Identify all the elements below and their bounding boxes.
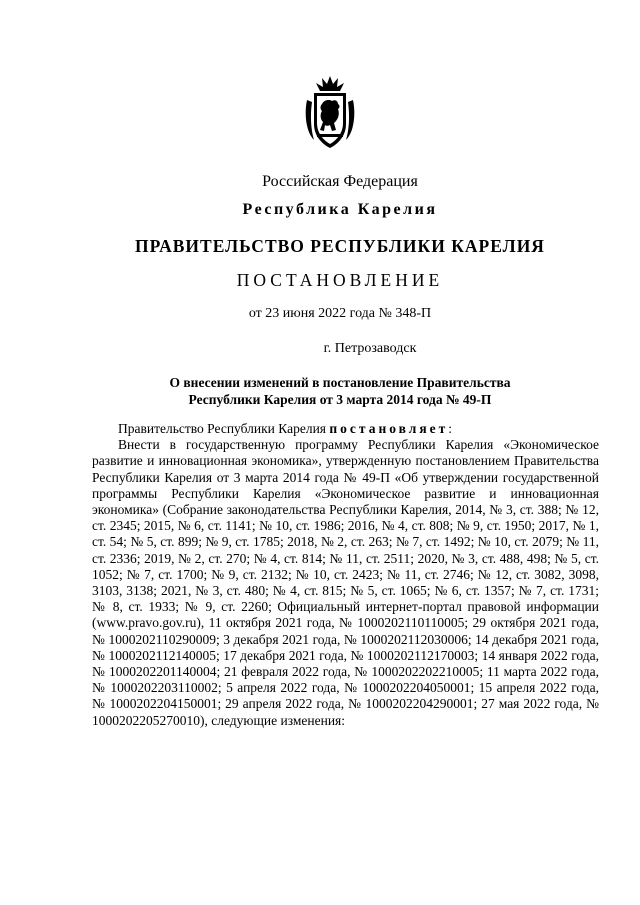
document-subject [140,374,540,408]
decree-word: постановляет [329,421,449,436]
document-city: г. Петрозаводск [323,341,417,356]
intro-suffix: : [448,421,453,436]
document-type: ПОСТАНОВЛЕНИЕ [236,270,444,290]
document-date-number: от 23 июня 2022 года № 348-П [248,306,432,321]
karelia-coat-of-arms-icon [304,74,356,152]
subject-line-1: О внесении изменений в постановление Правительства [169,375,511,390]
republic-title: Республика Карелия [242,201,438,218]
government-title: ПРАВИТЕЛЬСТВО РЕСПУБЛИКИ КАРЕЛИЯ [135,236,545,256]
intro-line [92,421,599,437]
body-paragraph: Внести в государственную программу Республики Карелия «Экономическое развитие и инновационная экономика», утвержденную постановлением Правительства Республики Карелия от 3 марта 2014 года № 49-П «Об утверждении государственной программы Республики Карелия «Экономическое развитие и инновационная экономика» (Собрание законодательства Республики Карелия, 2014, № 3, ст. 388; № 12, ст. 2345; 2015, № 6, ст. 1141; № 10, ст. 1986; 2016, № 4, ст. 808; № 9, ст. 1950; 2017, № 1, ст. 54; № 5, ст. 899; № 9, ст. 1785; 2018, № 2, ст. 263; № 7, ст. 1492; № 10, ст. 2079; № 11, ст. 2336; 2019, № 2, ст. 270; № 4, ст. 814; № 11, ст. 2511; 2020, № 3, ст. 488, 498; № 5, ст. 1052; № 7, ст. 1700; № 9, ст. 2132; № 10, ст. 2423; № 11, ст. 2746; № 12, ст. 3082, 3098, 3103, 3138; 2021, № 3, ст. 480; № 4, ст. 815; № 5, ст. 1065; № 6, ст. 1357; № 7, ст. 1731; № 8, ст. 1933; № 9, ст. 2260; Официальный интернет-портал правовой информации (www.pravo.gov.ru), 11 октября 2021 года, № 1000202110110005; 29 октября 2021 года, № 1000202110290009; 3 декабря 2021 года, № 1000202112030006; 14 декабря 2021 года, № 1000202112140005; 17 декабря 2021 года, № 1000202112170003; 14 января 2022 года, № 1000202201140004; 21 февраля 2022 года, № 1000202202210005; 11 марта 2022 года, № 1000202203110002; 5 апреля 2022 года, № 1000202204050001; 15 апреля 2022 года, № 1000202204150001; 29 апреля 2022 года, № 1000202204290001; 27 мая 2022 года, № 1000202205270010), следующие изменения: [92,437,599,728]
document-body [92,421,599,729]
country-title: Российская Федерация [262,173,418,190]
subject-line-2: Республики Карелия от 3 марта 2014 года № 49-П [188,392,492,407]
intro-prefix: Правительство Республики Карелия [118,421,330,436]
